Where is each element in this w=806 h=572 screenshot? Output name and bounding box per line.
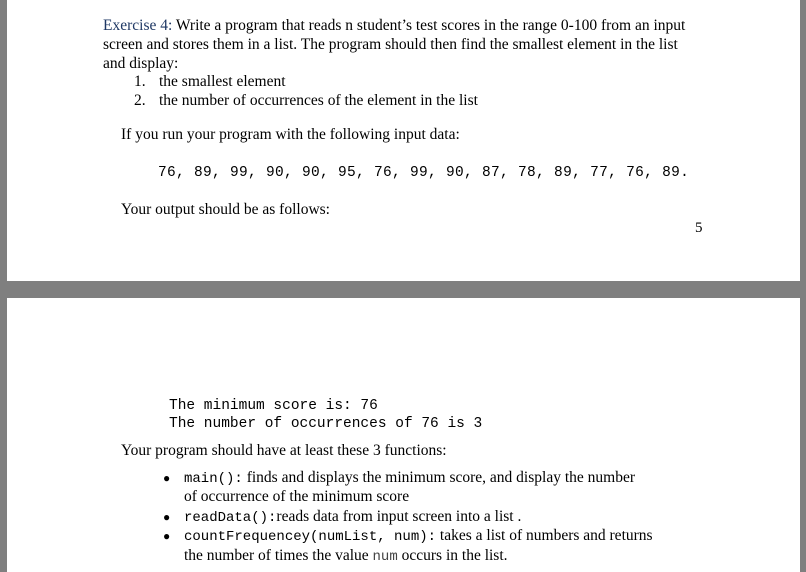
exercise-intro-line2: screen and stores them in a list. The program should then find the smallest element in the list bbox=[103, 36, 678, 53]
document-page-1 bbox=[7, 0, 800, 281]
functions-intro-text: Your program should have at least these 3 functions: bbox=[121, 442, 447, 459]
input-data-line: 76, 89, 99, 90, 90, 95, 76, 99, 90, 87, 78, 89, 77, 76, 89. bbox=[158, 165, 690, 181]
output-line-2: The number of occurrences of 76 is 3 bbox=[169, 416, 483, 432]
bullet-icon: ● bbox=[163, 529, 171, 543]
bullet-2-line1: readData():reads data from input screen into a list . bbox=[184, 508, 522, 526]
numbered-list-item-2-text: the number of occurrences of the element in the list bbox=[159, 92, 478, 109]
function-name-main: main(): bbox=[184, 471, 243, 487]
param-num: num bbox=[372, 549, 398, 565]
exercise-label: Exercise 4: bbox=[103, 17, 173, 34]
bullet-1-line1: main(): finds and displays the minimum score, and display the number bbox=[184, 469, 635, 487]
numbered-list-item-1: 1. bbox=[134, 73, 146, 90]
output-line-1: The minimum score is: 76 bbox=[169, 398, 378, 414]
run-program-text: If you run your program with the following input data: bbox=[121, 126, 460, 143]
numbered-list-item-2: 2. bbox=[134, 92, 146, 109]
function-name-countfrequencey: countFrequencey(numList, num): bbox=[184, 529, 437, 545]
bullet-3-line1: countFrequencey(numList, num): takes a list of numbers and returns bbox=[184, 527, 653, 545]
bullet-1-line2: of occurrence of the minimum score bbox=[184, 488, 410, 505]
exercise-intro-line3: and display: bbox=[103, 55, 179, 72]
function-name-readdata: readData(): bbox=[184, 510, 277, 526]
exercise-intro-line1: Exercise 4: Write a program that reads n student’s test scores in the range 0-100 from an input bbox=[103, 17, 686, 34]
document-page-2 bbox=[7, 298, 800, 572]
numbered-list-item-1-text: the smallest element bbox=[159, 73, 286, 90]
bullet-icon: ● bbox=[163, 471, 171, 485]
page-number: 5 bbox=[695, 220, 703, 236]
output-intro-text: Your output should be as follows: bbox=[121, 201, 330, 218]
bullet-icon: ● bbox=[163, 510, 171, 524]
bullet-3-line2: the number of times the value num occurs in the list. bbox=[184, 547, 508, 565]
